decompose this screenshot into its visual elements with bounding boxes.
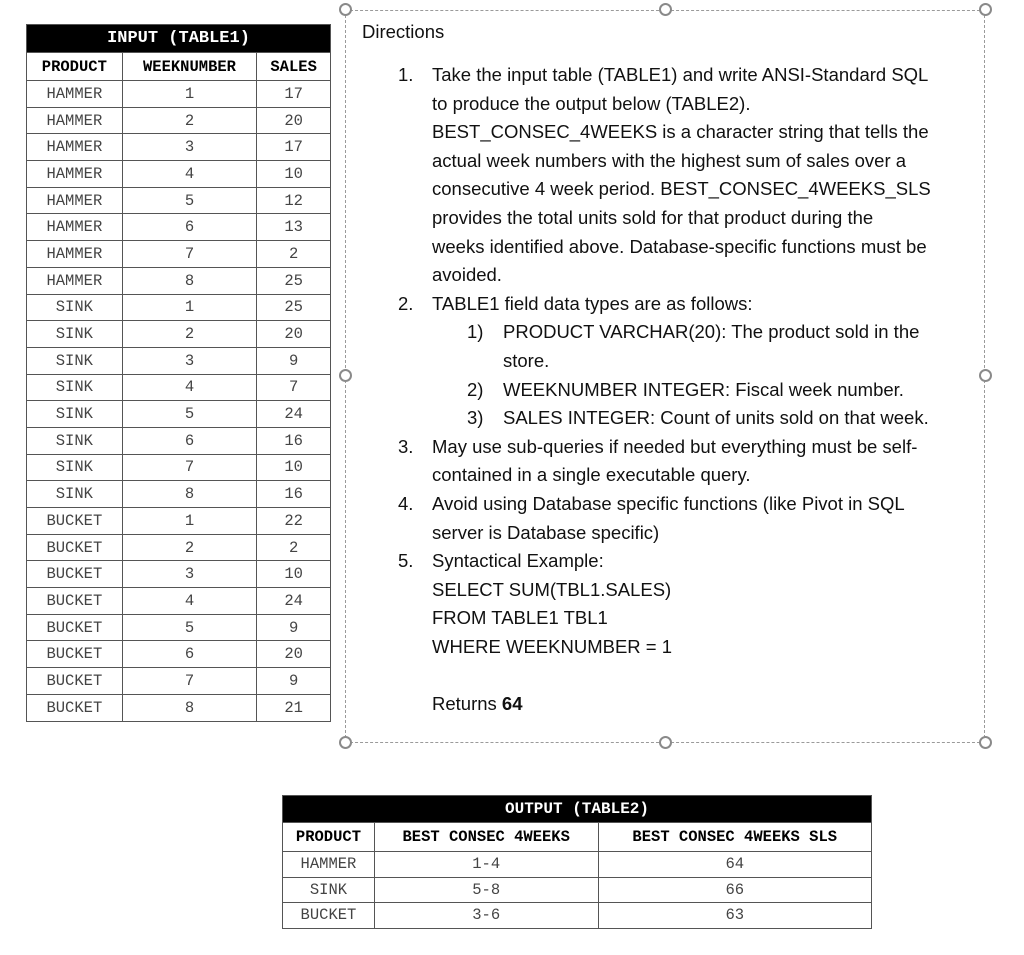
table-row bbox=[27, 294, 331, 321]
cell-product: SINK bbox=[27, 427, 123, 454]
cell-value-a: 4 bbox=[122, 374, 257, 401]
column-header-sales: SALES bbox=[257, 53, 331, 81]
cell-value-b: 25 bbox=[257, 294, 331, 321]
cell-value-a: 7 bbox=[122, 454, 257, 481]
cell-product: SINK bbox=[27, 454, 123, 481]
resize-handle-top-left[interactable] bbox=[339, 3, 352, 16]
table-row bbox=[27, 134, 331, 161]
cell-product: HAMMER bbox=[27, 241, 123, 268]
cell-value-a: 7 bbox=[122, 668, 257, 695]
cell-product: BUCKET bbox=[27, 668, 123, 695]
resize-handle-bottom-right[interactable] bbox=[979, 736, 992, 749]
table-row bbox=[27, 641, 331, 668]
resize-handle-bottom-center[interactable] bbox=[659, 736, 672, 749]
table-row bbox=[27, 267, 331, 294]
cell-value-b: 9 bbox=[257, 614, 331, 641]
returns-value: 64 bbox=[501, 693, 523, 714]
table-row bbox=[27, 561, 331, 588]
item-3-line: contained in a single executable query. bbox=[432, 464, 751, 486]
cell-product: SINK bbox=[27, 481, 123, 508]
cell-product: HAMMER bbox=[27, 107, 123, 134]
cell-product: HAMMER bbox=[27, 267, 123, 294]
resize-handle-bottom-left[interactable] bbox=[339, 736, 352, 749]
item-1-line: to produce the output below (TABLE2). bbox=[432, 92, 751, 114]
cell-value-b: 20 bbox=[257, 321, 331, 348]
item-5-line: WHERE WEEKNUMBER = 1 bbox=[432, 636, 673, 657]
cell-product: BUCKET bbox=[27, 588, 123, 615]
cell-product: HAMMER bbox=[27, 134, 123, 161]
cell-product: HAMMER bbox=[27, 187, 123, 214]
table-row bbox=[27, 508, 331, 535]
cell-value-b: 17 bbox=[257, 81, 331, 108]
cell-product: SINK bbox=[27, 401, 123, 428]
resize-handle-middle-left[interactable] bbox=[339, 369, 352, 382]
cell-value-a: 5 bbox=[122, 614, 257, 641]
cell-value-b: 66 bbox=[598, 877, 872, 903]
table-row bbox=[283, 852, 872, 878]
item-5-line: FROM TABLE1 TBL1 bbox=[432, 607, 608, 629]
table-row bbox=[27, 321, 331, 348]
table-row bbox=[27, 588, 331, 615]
item-2-number: 2. bbox=[398, 292, 414, 314]
cell-value-a: 1 bbox=[122, 294, 257, 321]
cell-value-b: 63 bbox=[598, 903, 872, 929]
cell-value-b: 21 bbox=[257, 694, 331, 721]
table-row bbox=[27, 427, 331, 454]
table-row bbox=[27, 241, 331, 268]
item-1-line: actual week numbers with the highest sum of sales over a bbox=[432, 149, 907, 171]
output-table bbox=[282, 795, 872, 929]
cell-value-a: 4 bbox=[122, 588, 257, 615]
cell-product: BUCKET bbox=[27, 694, 123, 721]
cell-value-a: 4 bbox=[122, 161, 257, 188]
table-row bbox=[283, 877, 872, 903]
returns-line bbox=[432, 690, 523, 719]
item-2-sub-1-number: 1) bbox=[467, 321, 484, 343]
cell-product: SINK bbox=[27, 347, 123, 374]
cell-value-b: 10 bbox=[257, 454, 331, 481]
item-4-line: server is Database specific) bbox=[432, 521, 660, 543]
cell-value-a: 5 bbox=[122, 187, 257, 214]
input-table-title: INPUT (TABLE1) bbox=[27, 25, 331, 53]
cell-product: SINK bbox=[27, 321, 123, 348]
cell-value-b: 12 bbox=[257, 187, 331, 214]
cell-value-b: 24 bbox=[257, 588, 331, 615]
cell-value-b: 16 bbox=[257, 427, 331, 454]
cell-product: BUCKET bbox=[27, 561, 123, 588]
item-5-line: Syntactical Example: bbox=[432, 550, 604, 572]
cell-value-a: 7 bbox=[122, 241, 257, 268]
item-1-line: BEST_CONSEC_4WEEKS is a character string that tells the bbox=[432, 121, 929, 143]
item-3-number: 3. bbox=[398, 435, 414, 457]
cell-value-a: 8 bbox=[122, 481, 257, 508]
item-5-number: 5. bbox=[398, 550, 414, 572]
table-row bbox=[27, 187, 331, 214]
cell-product: SINK bbox=[283, 877, 375, 903]
item-4-line: Avoid using Database specific functions (like Pivot in SQL bbox=[432, 493, 905, 514]
cell-value-a: 2 bbox=[122, 321, 257, 348]
table-row bbox=[27, 534, 331, 561]
cell-value-b: 2 bbox=[257, 241, 331, 268]
directions-content bbox=[362, 18, 972, 714]
cell-product: SINK bbox=[27, 374, 123, 401]
cell-product: BUCKET bbox=[27, 508, 123, 535]
item-3-line: May use sub-queries if needed but everything must be self- bbox=[432, 435, 918, 457]
cell-product: BUCKET bbox=[283, 903, 375, 929]
item-2-line: TABLE1 field data types are as follows: bbox=[432, 292, 753, 314]
item-1-line: consecutive 4 week period. BEST_CONSEC_4WEEKS_SLS bbox=[432, 178, 931, 200]
column-header-weeknumber: WEEKNUMBER bbox=[122, 53, 257, 81]
table-row bbox=[27, 347, 331, 374]
item-2-sub-1-line: PRODUCT VARCHAR(20): The product sold in the bbox=[503, 321, 920, 343]
table-row bbox=[27, 614, 331, 641]
cell-value-a: 6 bbox=[122, 214, 257, 241]
table-row bbox=[27, 81, 331, 108]
item-2-sub-1-line: store. bbox=[503, 350, 550, 371]
table-row bbox=[27, 214, 331, 241]
returns-label: Returns bbox=[432, 693, 497, 714]
cell-value-a: 8 bbox=[122, 694, 257, 721]
item-1-line: avoided. bbox=[432, 264, 502, 286]
cell-value-a: 5 bbox=[122, 401, 257, 428]
cell-value-b: 7 bbox=[257, 374, 331, 401]
cell-value-b: 10 bbox=[257, 161, 331, 188]
item-5-line: SELECT SUM(TBL1.SALES) bbox=[432, 578, 672, 600]
cell-value-b: 9 bbox=[257, 668, 331, 695]
cell-product: BUCKET bbox=[27, 534, 123, 561]
cell-value-b: 64 bbox=[598, 852, 872, 878]
cell-value-b: 20 bbox=[257, 107, 331, 134]
column-header-product: PRODUCT bbox=[27, 53, 123, 81]
cell-value-a: 2 bbox=[122, 534, 257, 561]
input-table bbox=[26, 24, 331, 722]
cell-product: HAMMER bbox=[27, 214, 123, 241]
cell-value-b: 22 bbox=[257, 508, 331, 535]
cell-value-a: 3-6 bbox=[374, 903, 598, 929]
column-header-product: PRODUCT bbox=[283, 823, 375, 852]
column-header-best-consec-4weeks-sls: BEST CONSEC 4WEEKS SLS bbox=[598, 823, 872, 852]
cell-value-a: 1-4 bbox=[374, 852, 598, 878]
item-1-number: 1. bbox=[398, 64, 414, 85]
cell-value-b: 24 bbox=[257, 401, 331, 428]
cell-product: HAMMER bbox=[27, 161, 123, 188]
cell-value-b: 16 bbox=[257, 481, 331, 508]
item-1-line: weeks identified above. Database-specific functions must be bbox=[432, 235, 927, 257]
output-table-title: OUTPUT (TABLE2) bbox=[283, 796, 872, 823]
cell-value-a: 1 bbox=[122, 81, 257, 108]
cell-value-b: 17 bbox=[257, 134, 331, 161]
item-4-number: 4. bbox=[398, 493, 414, 514]
item-2-sub-2-number: 2) bbox=[467, 378, 484, 400]
cell-value-b: 2 bbox=[257, 534, 331, 561]
cell-value-a: 3 bbox=[122, 347, 257, 374]
directions-title: Directions bbox=[362, 21, 445, 42]
cell-value-a: 6 bbox=[122, 427, 257, 454]
resize-handle-top-center[interactable] bbox=[659, 3, 672, 16]
cell-product: SINK bbox=[27, 294, 123, 321]
item-1-line: provides the total units sold for that product during the bbox=[432, 207, 874, 228]
table-row bbox=[27, 481, 331, 508]
cell-product: HAMMER bbox=[27, 81, 123, 108]
cell-product: HAMMER bbox=[283, 852, 375, 878]
cell-product: BUCKET bbox=[27, 614, 123, 641]
cell-product: BUCKET bbox=[27, 641, 123, 668]
resize-handle-middle-right[interactable] bbox=[979, 369, 992, 382]
table-row bbox=[27, 694, 331, 721]
cell-value-a: 3 bbox=[122, 134, 257, 161]
cell-value-a: 3 bbox=[122, 561, 257, 588]
table-row bbox=[27, 374, 331, 401]
cell-value-a: 6 bbox=[122, 641, 257, 668]
table-row bbox=[27, 668, 331, 695]
item-1-line: Take the input table (TABLE1) and write ANSI-Standard SQL bbox=[432, 64, 929, 85]
column-header-best-consec-4weeks: BEST CONSEC 4WEEKS bbox=[374, 823, 598, 852]
item-2-sub-3-line: SALES INTEGER: Count of units sold on that week. bbox=[503, 407, 929, 429]
cell-value-b: 20 bbox=[257, 641, 331, 668]
cell-value-a: 1 bbox=[122, 508, 257, 535]
resize-handle-top-right[interactable] bbox=[979, 3, 992, 16]
item-2-sub-2-line: WEEKNUMBER INTEGER: Fiscal week number. bbox=[503, 378, 904, 400]
cell-value-b: 25 bbox=[257, 267, 331, 294]
cell-value-a: 8 bbox=[122, 267, 257, 294]
table-row bbox=[283, 903, 872, 929]
table-row bbox=[27, 401, 331, 428]
item-2-sub-3-number: 3) bbox=[467, 407, 484, 429]
table-row bbox=[27, 454, 331, 481]
table-row bbox=[27, 161, 331, 188]
cell-value-b: 9 bbox=[257, 347, 331, 374]
cell-value-a: 2 bbox=[122, 107, 257, 134]
table-row bbox=[27, 107, 331, 134]
cell-value-b: 13 bbox=[257, 214, 331, 241]
cell-value-a: 5-8 bbox=[374, 877, 598, 903]
cell-value-b: 10 bbox=[257, 561, 331, 588]
